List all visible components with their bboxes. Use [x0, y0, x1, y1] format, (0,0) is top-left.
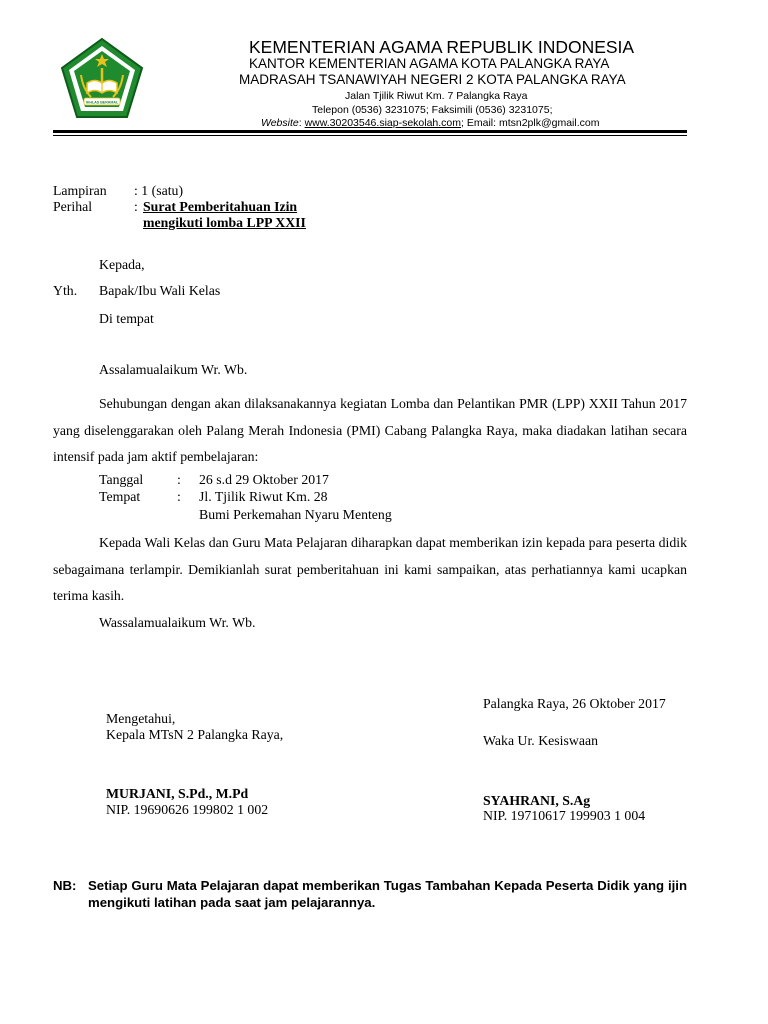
website-separator: : [298, 117, 305, 129]
email-text: ; Email: mtsn2plk@gmail.com [461, 117, 600, 129]
paragraph-2 [53, 530, 687, 610]
signature-right-name: SYAHRANI, S.Ag [483, 793, 591, 808]
paragraph-2-text: Kepada Wali Kelas dan Guru Mata Pelajaran diharapkan dapat memberikan izin kepada para peserta didik sebagaimana terlampir. Demikianlah surat pemberitahuan ini kami sampaikan, atas perhatiannya kami ucapkan terima kasih. [53, 535, 687, 603]
header-contact [261, 117, 599, 129]
lampiran-label: Lampiran [53, 183, 107, 198]
tanggal-value: 26 s.d 29 Oktober 2017 [199, 472, 329, 487]
note-text: Setiap Guru Mata Pelajaran dapat memberikan Tugas Tambahan Kepada Peserta Didik yang ijin mengikuti latihan pada saat jam pelajarannya. [88, 878, 687, 910]
tempat-value-line1: Jl. Tjilik Riwut Km. 28 [199, 489, 328, 504]
perihal-label: Perihal [53, 199, 93, 214]
website-link[interactable]: www.30203546.siap-sekolah.com [304, 117, 462, 129]
website-label: Website [261, 117, 299, 129]
header-school: MADRASAH TSANAWIYAH NEGERI 2 KOTA PALANGKA RAYA [239, 72, 626, 87]
kemenag-emblem-icon [57, 37, 147, 127]
tanggal-colon: : [177, 472, 181, 487]
note-label: NB: [53, 878, 77, 893]
tanggal-label: Tanggal [99, 472, 144, 487]
signature-right-nip: NIP. 19710617 199903 1 004 [483, 808, 646, 823]
signature-left-line1: Mengetahui, [106, 711, 176, 726]
signature-left-nip: NIP. 19690626 199802 1 002 [106, 802, 269, 817]
recipient-kepada: Kepada, [99, 257, 145, 272]
header-address: Jalan Tjilik Riwut Km. 7 Palangka Raya [345, 90, 528, 102]
closing: Wassalamualaikum Wr. Wb. [99, 615, 256, 630]
paragraph-1-text: Sehubungan dengan akan dilaksanakannya kegiatan Lomba dan Pelantikan PMR (LPP) XXII Tahun 2017 yang diselenggarakan oleh Palang Merah Indonesia (PMI) Cabang Palangka Raya, maka diadakan latihan secara intensif pada jam aktif pembelajaran: [53, 396, 687, 464]
tempat-label: Tempat [99, 489, 141, 504]
tempat-value-line2: Bumi Perkemahan Nyaru Menteng [199, 507, 392, 522]
signature-date: Palangka Raya, 26 Oktober 2017 [483, 696, 666, 711]
header-divider-thin [53, 135, 687, 136]
recipient-yth: Yth. [53, 283, 78, 298]
header-divider-thick [53, 130, 687, 133]
greeting: Assalamualaikum Wr. Wb. [99, 362, 248, 377]
note [53, 877, 687, 911]
perihal-colon: : [134, 199, 138, 214]
lampiran-value: : 1 (satu) [134, 183, 184, 198]
recipient-place: Di tempat [99, 311, 154, 326]
header-ministry: KEMENTERIAN AGAMA REPUBLIK INDONESIA [249, 37, 635, 57]
signature-left-line2: Kepala MTsN 2 Palangka Raya, [106, 727, 284, 742]
signature-right-title: Waka Ur. Kesiswaan [483, 733, 598, 748]
perihal-subject-line1: Surat Pemberitahuan Izin [143, 199, 298, 214]
paragraph-1 [53, 391, 687, 471]
signature-left-name: MURJANI, S.Pd., M.Pd [106, 786, 249, 801]
perihal-subject-line2: mengikuti lomba LPP XXII [143, 215, 306, 230]
tempat-colon: : [177, 489, 181, 504]
logo-text: IKHLAS BERAMAL [85, 100, 119, 105]
recipient-name: Bapak/Ibu Wali Kelas [99, 283, 221, 298]
header-office: KANTOR KEMENTERIAN AGAMA KOTA PALANGKA RAYA [249, 56, 610, 71]
header-phone: Telepon (0536) 3231075; Faksimili (0536) 3231075; [312, 104, 553, 116]
